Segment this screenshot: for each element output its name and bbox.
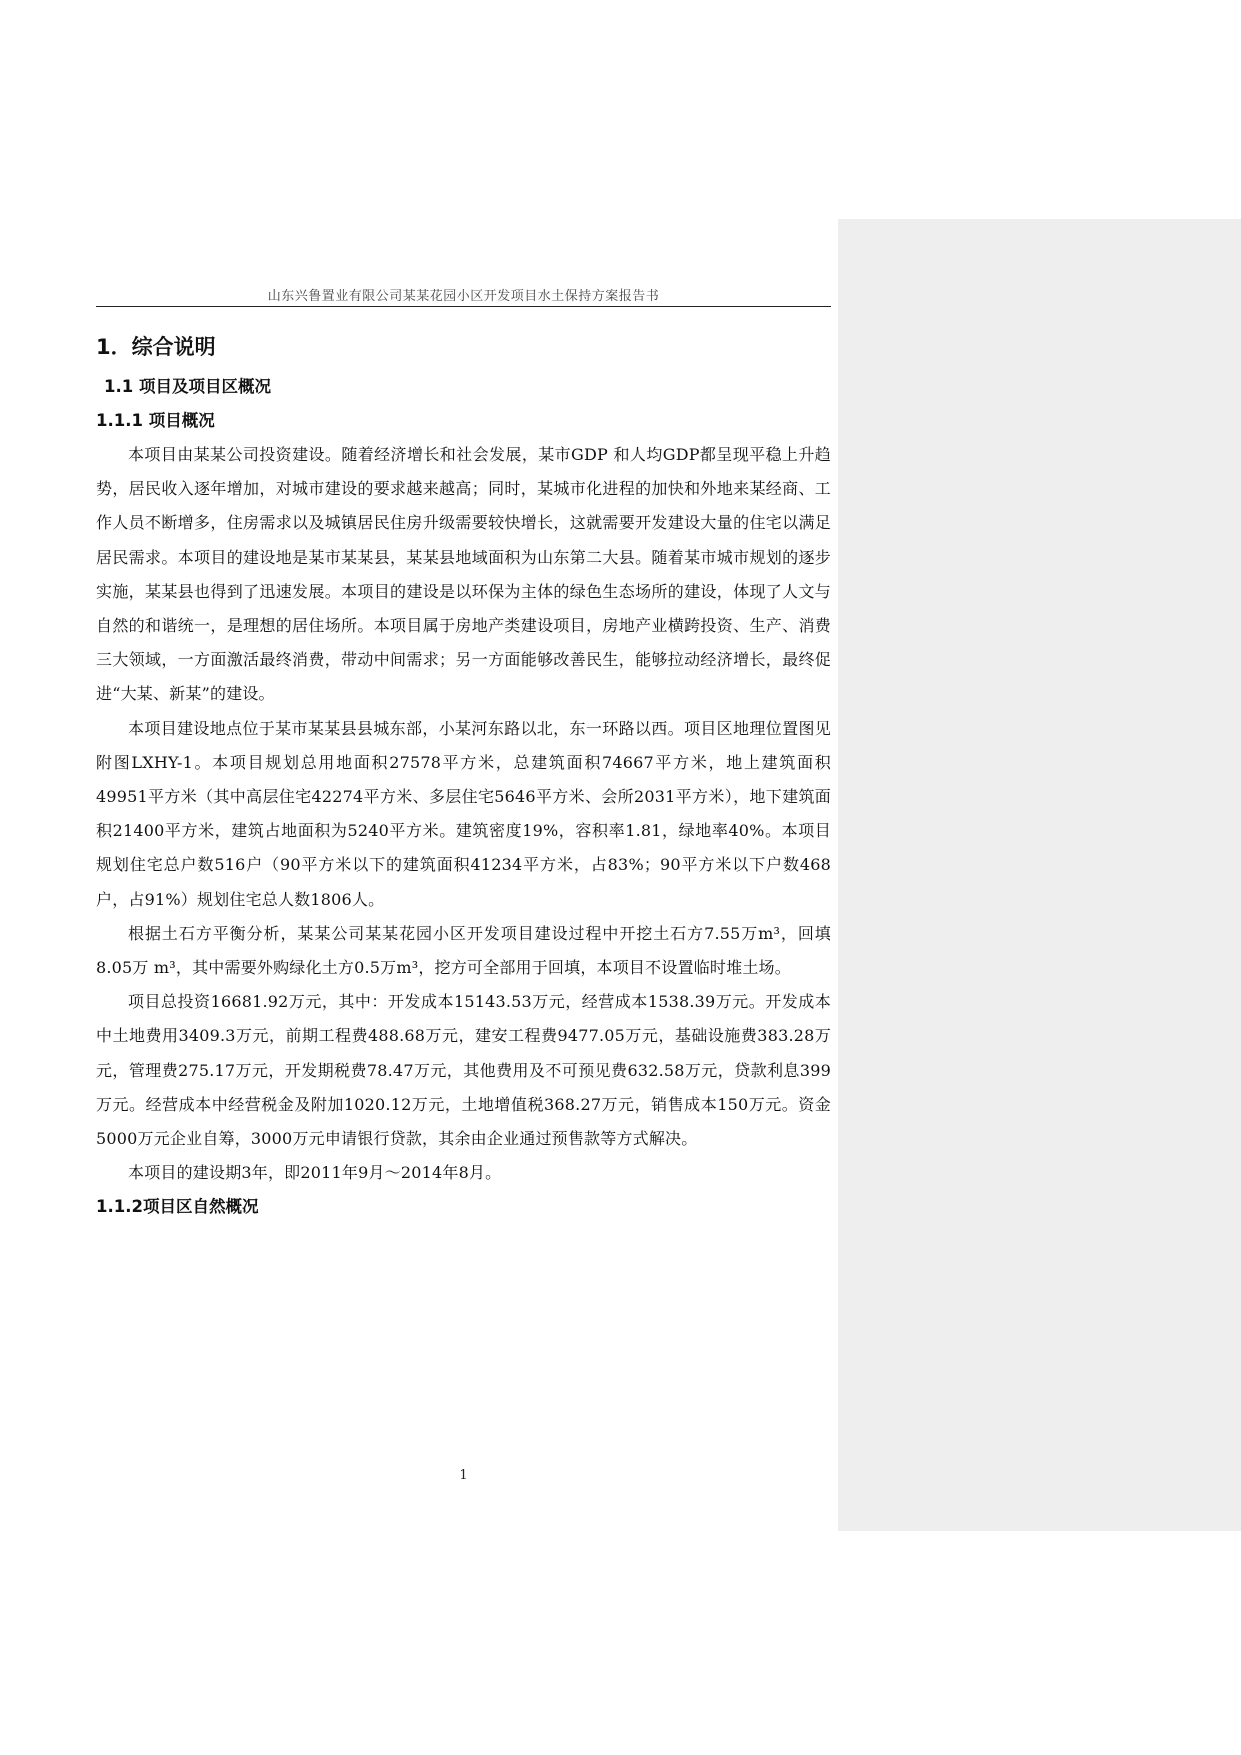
paragraph-schedule: 本项目的建设期3年，即2011年9月～2014年8月。 [128, 1163, 502, 1183]
heading-1-1-2: 1.1.2项目区自然概况 [96, 1197, 259, 1217]
paragraph-investment: 项目总投资16681.92万元，其中：开发成本15143.53万元，经营成本1538.39万元。开发成本中土地费用3409.3万元，前期工程费488.68万元，建安工程费9477.05万元，基础设施费383.28万元，管理费275.17万元，开发期税费78.47万元，其他费用及不可预见费632.58万元，贷款利息399万元。经营成本中经营税金及附加1020.12万元，土地增值税368.27万元，销售成本150万元。资金5000万元企业自筹，3000万元申请银行贷款，其余由企业通过预售款等方式解决。 [96, 992, 831, 1149]
page-content [96, 330, 831, 1224]
paragraph-background: 本项目由某某公司投资建设。随着经济增长和社会发展，某市GDP 和人均GDP都呈现平稳上升趋势，居民收入逐年增加，对城市建设的要求越来越高；同时，某城市化进程的加快和外地来某经商、工作人员不断增多，住房需求以及城镇居民住房升级需要较快增长，这就需要开发建设大量的住宅以满足居民需求。本项目的建设地是某市某某县，某某县地域面积为山东第二大县。随着某市城市规划的逐步实施，某某县也得到了迅速发展。本项目的建设是以环保为主体的绿色生态场所的建设，体现了人文与自然的和谐统一，是理想的居住场所。本项目属于房地产类建设项目，房地产业横跨投资、生产、消费三大领域，一方面激活最终消费，带动中间需求；另一方面能够改善民生，能够拉动经济增长，最终促进“大某、新某”的建设。 [96, 445, 831, 704]
page-number: 1 [459, 1468, 468, 1483]
comment-pane [838, 219, 1241, 1531]
heading-1-1-1: 1.1.1 项目概况 [96, 411, 215, 430]
heading-1-1: 1.1 项目及项目区概况 [104, 377, 271, 396]
header-rule [96, 306, 831, 307]
paragraph-location: 本项目建设地点位于某市某某县县城东部，小某河东路以北，东一环路以西。项目区地理位置图见附图LXHY-1。本项目规划总用地面积27578平方米，总建筑面积74667平方米，地上建筑面积49951平方米（其中高层住宅42274平方米、多层住宅5646平方米、会所2031平方米），地下建筑面积21400平方米，建筑占地面积为5240平方米。建筑密度19%，容积率1.81，绿地率40%。本项目规划住宅总户数516户（90平方米以下的建筑面积41234平方米，占83%；90平方米以下户数468户，占91%）规划住宅总人数1806人。 [96, 718, 831, 909]
heading-1: 1．综合说明 [96, 335, 216, 359]
paragraph-earthwork: 根据土石方平衡分析，某某公司某某花园小区开发项目建设过程中开挖土石方7.55万m³，回填8.05万 m³，其中需要外购绿化土方0.5万m³，挖方可全部用于回填，本项目不设置临时堆土场。 [96, 923, 831, 978]
running-header: 山东兴鲁置业有限公司某某花园小区开发项目水土保持方案报告书 [267, 289, 660, 304]
document-page [96, 0, 831, 1755]
